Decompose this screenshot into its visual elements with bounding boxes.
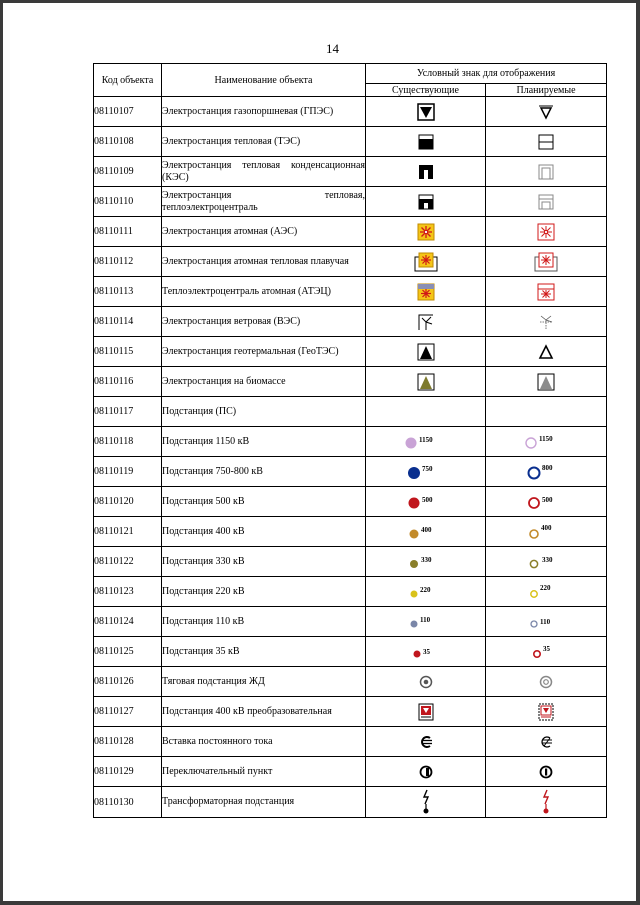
object-code: 08110112 bbox=[94, 247, 162, 277]
symbol-existing bbox=[366, 187, 486, 217]
thermal-plant-planned-icon bbox=[538, 134, 554, 150]
object-name: Электростанция на биомассе bbox=[162, 367, 366, 397]
nuclear-chp-existing-icon bbox=[417, 283, 435, 301]
substation-110-planned-icon bbox=[526, 614, 566, 630]
table-row bbox=[94, 637, 607, 667]
object-code: 08110110 bbox=[94, 187, 162, 217]
gas-piston-plant-existing-icon bbox=[417, 103, 435, 121]
symbol-planned bbox=[486, 757, 607, 787]
object-name: Теплоэлектроцентраль атомная (АТЭЦ) bbox=[162, 277, 366, 307]
object-name: Подстанция 400 кВ преобразовательная bbox=[162, 697, 366, 727]
object-name: Электростанция газопоршневая (ГПЭС) bbox=[162, 97, 366, 127]
symbol-existing bbox=[366, 367, 486, 397]
nuclear-plant-planned-icon bbox=[537, 223, 555, 241]
symbol-existing bbox=[366, 277, 486, 307]
object-code: 08110122 bbox=[94, 547, 162, 577]
table-row bbox=[94, 367, 607, 397]
table-row bbox=[94, 337, 607, 367]
object-name: Переключательный пункт bbox=[162, 757, 366, 787]
object-code: 08110118 bbox=[94, 427, 162, 457]
table-row bbox=[94, 517, 607, 547]
wind-plant-planned-icon bbox=[537, 313, 555, 331]
substation-330-planned-icon bbox=[526, 554, 566, 570]
substation-1150-planned-icon bbox=[524, 434, 568, 450]
object-name: Подстанция 500 кВ bbox=[162, 487, 366, 517]
object-code: 08110107 bbox=[94, 97, 162, 127]
symbol-existing bbox=[366, 247, 486, 277]
table-row bbox=[94, 187, 607, 217]
biomass-plant-planned-icon bbox=[537, 373, 555, 391]
symbol-planned bbox=[486, 397, 607, 427]
symbol-planned bbox=[486, 727, 607, 757]
object-name: Трансформаторная подстанция bbox=[162, 787, 366, 818]
table-row bbox=[94, 247, 607, 277]
symbol-planned bbox=[486, 577, 607, 607]
table-row bbox=[94, 667, 607, 697]
switching-point-existing-icon bbox=[419, 765, 433, 779]
substation-330-existing-icon bbox=[406, 554, 446, 570]
substation-35-existing-icon bbox=[409, 644, 443, 660]
symbol-existing bbox=[366, 397, 486, 427]
object-name: Тяговая подстанция ЖД bbox=[162, 667, 366, 697]
symbol-existing bbox=[366, 307, 486, 337]
symbol-existing bbox=[366, 217, 486, 247]
voltage-label: 750 bbox=[421, 464, 432, 473]
header-row bbox=[94, 64, 607, 84]
object-name: Электростанция атомная тепловая плавучая bbox=[162, 247, 366, 277]
gas-piston-plant-planned-icon bbox=[538, 104, 554, 120]
symbol-existing bbox=[366, 157, 486, 187]
geothermal-plant-existing-icon bbox=[417, 343, 435, 361]
voltage-label: 1150 bbox=[539, 434, 553, 443]
object-code: 08110109 bbox=[94, 157, 162, 187]
floating-nuclear-plant-planned-icon bbox=[534, 252, 558, 272]
substation-750-existing-icon bbox=[406, 463, 446, 481]
switching-point-planned-icon bbox=[539, 765, 553, 779]
symbol-existing bbox=[366, 457, 486, 487]
object-code: 08110126 bbox=[94, 667, 162, 697]
dc-link-planned-icon bbox=[539, 735, 553, 749]
object-code: 08110129 bbox=[94, 757, 162, 787]
object-name: Подстанция 330 кВ bbox=[162, 547, 366, 577]
symbol-existing bbox=[366, 607, 486, 637]
symbol-existing bbox=[366, 787, 486, 818]
biomass-plant-existing-icon bbox=[417, 373, 435, 391]
symbol-existing bbox=[366, 127, 486, 157]
substation-110-existing-icon bbox=[406, 614, 446, 630]
symbol-planned bbox=[486, 547, 607, 577]
table-row bbox=[94, 547, 607, 577]
nuclear-plant-existing-icon bbox=[417, 223, 435, 241]
symbol-existing bbox=[366, 487, 486, 517]
table-row bbox=[94, 307, 607, 337]
symbol-planned bbox=[486, 607, 607, 637]
traction-substation-existing-icon bbox=[419, 675, 433, 689]
object-name: Подстанция 220 кВ bbox=[162, 577, 366, 607]
object-code: 08110120 bbox=[94, 487, 162, 517]
page-number: 14 bbox=[326, 41, 339, 56]
thermal-plant-existing-icon bbox=[418, 134, 434, 150]
table-row bbox=[94, 697, 607, 727]
voltage-label: 500 bbox=[421, 495, 432, 504]
substation-400-existing-icon bbox=[406, 524, 446, 540]
table-row bbox=[94, 217, 607, 247]
object-name: Электростанция ветровая (ВЭС) bbox=[162, 307, 366, 337]
object-code: 08110116 bbox=[94, 367, 162, 397]
symbol-planned bbox=[486, 517, 607, 547]
voltage-label: 1150 bbox=[418, 435, 433, 444]
substation-500-existing-icon bbox=[406, 494, 446, 510]
table-row bbox=[94, 757, 607, 787]
transformer-substation-planned-icon bbox=[540, 789, 552, 815]
object-name: Подстанция 35 кВ bbox=[162, 637, 366, 667]
table-row bbox=[94, 457, 607, 487]
traction-substation-planned-icon bbox=[539, 675, 553, 689]
symbol-existing bbox=[366, 337, 486, 367]
symbol-planned bbox=[486, 457, 607, 487]
symbol-existing bbox=[366, 727, 486, 757]
header-code: Код объекта bbox=[94, 64, 162, 97]
symbol-planned bbox=[486, 97, 607, 127]
symbol-planned bbox=[486, 487, 607, 517]
header-symbol-group: Условный знак для отображения bbox=[366, 64, 607, 84]
substation-1150-existing-icon bbox=[404, 434, 448, 450]
object-code: 08110114 bbox=[94, 307, 162, 337]
substation-800-planned-icon bbox=[526, 463, 566, 481]
symbol-planned bbox=[486, 127, 607, 157]
symbol-existing bbox=[366, 427, 486, 457]
object-code: 08110113 bbox=[94, 277, 162, 307]
object-code: 08110127 bbox=[94, 697, 162, 727]
substation-220-existing-icon bbox=[406, 584, 446, 600]
object-name: Подстанция 1150 кВ bbox=[162, 427, 366, 457]
object-name: Электростанция атомная (АЭС) bbox=[162, 217, 366, 247]
substation-400-planned-icon bbox=[526, 524, 566, 540]
symbol-planned bbox=[486, 307, 607, 337]
object-code: 08110108 bbox=[94, 127, 162, 157]
symbol-planned bbox=[486, 157, 607, 187]
object-name: Электростанция геотермальная (ГеоТЭС) bbox=[162, 337, 366, 367]
geothermal-plant-planned-icon bbox=[538, 344, 554, 360]
substation-35-planned-icon bbox=[529, 644, 563, 660]
condensing-plant-planned-icon bbox=[538, 164, 554, 180]
object-name: Подстанция 110 кВ bbox=[162, 607, 366, 637]
symbol-legend-table bbox=[93, 63, 607, 818]
symbol-planned bbox=[486, 697, 607, 727]
symbol-planned bbox=[486, 787, 607, 818]
header-name: Наименование объекта bbox=[162, 64, 366, 97]
object-code: 08110124 bbox=[94, 607, 162, 637]
object-code: 08110119 bbox=[94, 457, 162, 487]
object-code: 08110123 bbox=[94, 577, 162, 607]
voltage-label: 220 bbox=[540, 583, 551, 592]
symbol-planned bbox=[486, 217, 607, 247]
symbol-existing bbox=[366, 697, 486, 727]
object-name: Электростанция тепловая (ТЭС) bbox=[162, 127, 366, 157]
symbol-existing bbox=[366, 637, 486, 667]
condensing-plant-existing-icon bbox=[418, 164, 434, 180]
object-name: Электростанция тепловая, теплоэлектроцентраль bbox=[162, 187, 366, 217]
voltage-label: 330 bbox=[420, 555, 431, 564]
document-page bbox=[3, 3, 636, 901]
voltage-label: 800 bbox=[542, 463, 553, 472]
header-planned: Планируемые bbox=[486, 84, 607, 97]
symbol-existing bbox=[366, 547, 486, 577]
voltage-label: 330 bbox=[542, 555, 553, 564]
converter-substation-existing-icon bbox=[418, 703, 434, 721]
symbol-planned bbox=[486, 247, 607, 277]
symbol-existing bbox=[366, 97, 486, 127]
voltage-label: 110 bbox=[419, 615, 430, 624]
dc-link-existing-icon bbox=[419, 735, 433, 749]
object-name: Подстанция (ПС) bbox=[162, 397, 366, 427]
table-row bbox=[94, 97, 607, 127]
symbol-planned bbox=[486, 337, 607, 367]
floating-nuclear-plant-existing-icon bbox=[414, 252, 438, 272]
table-row bbox=[94, 427, 607, 457]
header-existing: Существующие bbox=[366, 84, 486, 97]
table-row bbox=[94, 157, 607, 187]
voltage-label: 500 bbox=[542, 495, 553, 504]
voltage-label: 35 bbox=[422, 647, 430, 656]
voltage-label: 400 bbox=[420, 525, 431, 534]
table-row bbox=[94, 607, 607, 637]
voltage-label: 220 bbox=[419, 585, 430, 594]
table-row bbox=[94, 277, 607, 307]
table-row bbox=[94, 727, 607, 757]
wind-plant-existing-icon bbox=[417, 313, 435, 331]
substation-500-planned-icon bbox=[526, 494, 566, 510]
symbol-planned bbox=[486, 637, 607, 667]
chp-plant-existing-icon bbox=[418, 194, 434, 210]
object-name: Подстанция 400 кВ bbox=[162, 517, 366, 547]
converter-substation-planned-icon bbox=[538, 703, 554, 721]
substation-220-planned-icon bbox=[526, 584, 566, 600]
object-code: 08110128 bbox=[94, 727, 162, 757]
object-code: 08110121 bbox=[94, 517, 162, 547]
symbol-planned bbox=[486, 277, 607, 307]
symbol-planned bbox=[486, 187, 607, 217]
table-row bbox=[94, 127, 607, 157]
chp-plant-planned-icon bbox=[538, 194, 554, 210]
table-row bbox=[94, 487, 607, 517]
symbol-planned bbox=[486, 367, 607, 397]
object-code: 08110117 bbox=[94, 397, 162, 427]
symbol-existing bbox=[366, 517, 486, 547]
symbol-existing bbox=[366, 577, 486, 607]
voltage-label: 400 bbox=[541, 523, 552, 532]
object-code: 08110130 bbox=[94, 787, 162, 818]
symbol-existing bbox=[366, 667, 486, 697]
table-row bbox=[94, 397, 607, 427]
object-name: Вставка постоянного тока bbox=[162, 727, 366, 757]
table-row bbox=[94, 787, 607, 818]
symbol-existing bbox=[366, 757, 486, 787]
object-code: 08110115 bbox=[94, 337, 162, 367]
object-code: 08110111 bbox=[94, 217, 162, 247]
object-name: Электростанция тепловая конденсационная (КЭС) bbox=[162, 157, 366, 187]
voltage-label: 35 bbox=[543, 644, 550, 653]
table-row bbox=[94, 577, 607, 607]
nuclear-chp-planned-icon bbox=[537, 283, 555, 301]
transformer-substation-existing-icon bbox=[420, 789, 432, 815]
object-name: Подстанция 750-800 кВ bbox=[162, 457, 366, 487]
symbol-planned bbox=[486, 427, 607, 457]
symbol-planned bbox=[486, 667, 607, 697]
object-code: 08110125 bbox=[94, 637, 162, 667]
voltage-label: 110 bbox=[540, 617, 551, 626]
